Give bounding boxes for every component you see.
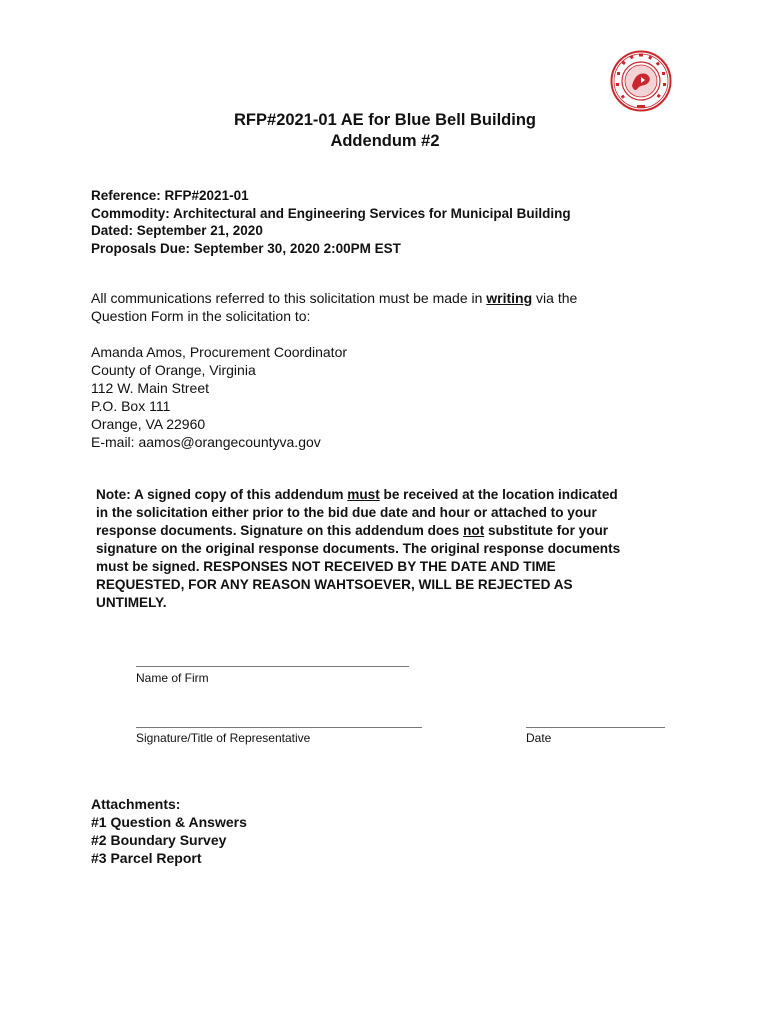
contact-street: 112 W. Main Street bbox=[91, 380, 210, 396]
date-label: Date bbox=[526, 731, 552, 745]
must-emphasis: must bbox=[347, 487, 380, 502]
not-emphasis: not bbox=[463, 523, 485, 538]
note-line-1b: be received at the location indicated bbox=[379, 487, 618, 502]
communications-text-start: All communications referred to this solicitation must be made in bbox=[91, 290, 487, 306]
addendum-number: Addendum #2 bbox=[330, 132, 440, 150]
contact-city: Orange, VA 22960 bbox=[91, 416, 206, 432]
note-line-3b: substitute for your bbox=[484, 523, 609, 538]
reference-line: Reference: RFP#2021-01 bbox=[91, 188, 249, 203]
contact-po-box: P.O. Box 111 bbox=[91, 398, 171, 414]
note-line-2: in the solicitation either prior to the bid due date and hour or attached to your bbox=[96, 505, 597, 520]
attachments-list bbox=[91, 795, 491, 867]
note-line-3 bbox=[96, 522, 696, 540]
document-title bbox=[0, 110, 770, 152]
signature-note bbox=[96, 486, 696, 612]
commodity-line: Commodity: Architectural and Engineering Services for Municipal Building bbox=[91, 205, 571, 221]
communications-paragraph bbox=[91, 289, 691, 325]
firm-name-field[interactable] bbox=[136, 666, 409, 667]
firm-name-label: Name of Firm bbox=[136, 671, 209, 685]
county-seal-icon bbox=[610, 50, 672, 112]
date-field[interactable] bbox=[526, 727, 665, 728]
representative-label: Signature/Title of Representative bbox=[136, 731, 311, 745]
note-line-1a: Note: A signed copy of this addendum bbox=[96, 487, 348, 502]
writing-emphasis: writing bbox=[486, 290, 533, 306]
representative-signature-field[interactable] bbox=[136, 727, 422, 728]
contact-county: County of Orange, Virginia bbox=[91, 362, 256, 378]
contact-name: Amanda Amos, Procurement Coordinator bbox=[91, 344, 348, 360]
title-text: RFP#2021-01 AE for Blue Bell Building bbox=[234, 111, 536, 129]
reference-block bbox=[91, 187, 711, 257]
dated-line: Dated: September 21, 2020 bbox=[91, 223, 263, 238]
communications-text-end: via the bbox=[532, 290, 578, 306]
note-line-5: must be signed. RESPONSES NOT RECEIVED BY THE DATE AND TIME bbox=[96, 559, 556, 574]
note-line-7: UNTIMELY. bbox=[96, 595, 167, 610]
note-line-4: signature on the original response documents. The original response documents bbox=[96, 541, 621, 556]
note-line-3a: response documents. Signature on this addendum does bbox=[96, 523, 464, 538]
attachments-heading: Attachments: bbox=[91, 796, 181, 812]
note-line-1 bbox=[96, 486, 696, 504]
note-line-6: REQUESTED, FOR ANY REASON WAHTSOEVER, WILL BE REJECTED AS bbox=[96, 577, 573, 592]
contact-email: E-mail: aamos@orangecountyva.gov bbox=[91, 434, 321, 450]
proposals-due-line: Proposals Due: September 30, 2020 2:00PM EST bbox=[91, 240, 401, 256]
attachment-item: #2 Boundary Survey bbox=[91, 832, 227, 848]
attachment-item: #3 Parcel Report bbox=[91, 850, 202, 866]
communications-line-2: Question Form in the solicitation to: bbox=[91, 308, 311, 324]
attachment-item: #1 Question & Answers bbox=[91, 814, 247, 830]
contact-address bbox=[91, 343, 591, 451]
